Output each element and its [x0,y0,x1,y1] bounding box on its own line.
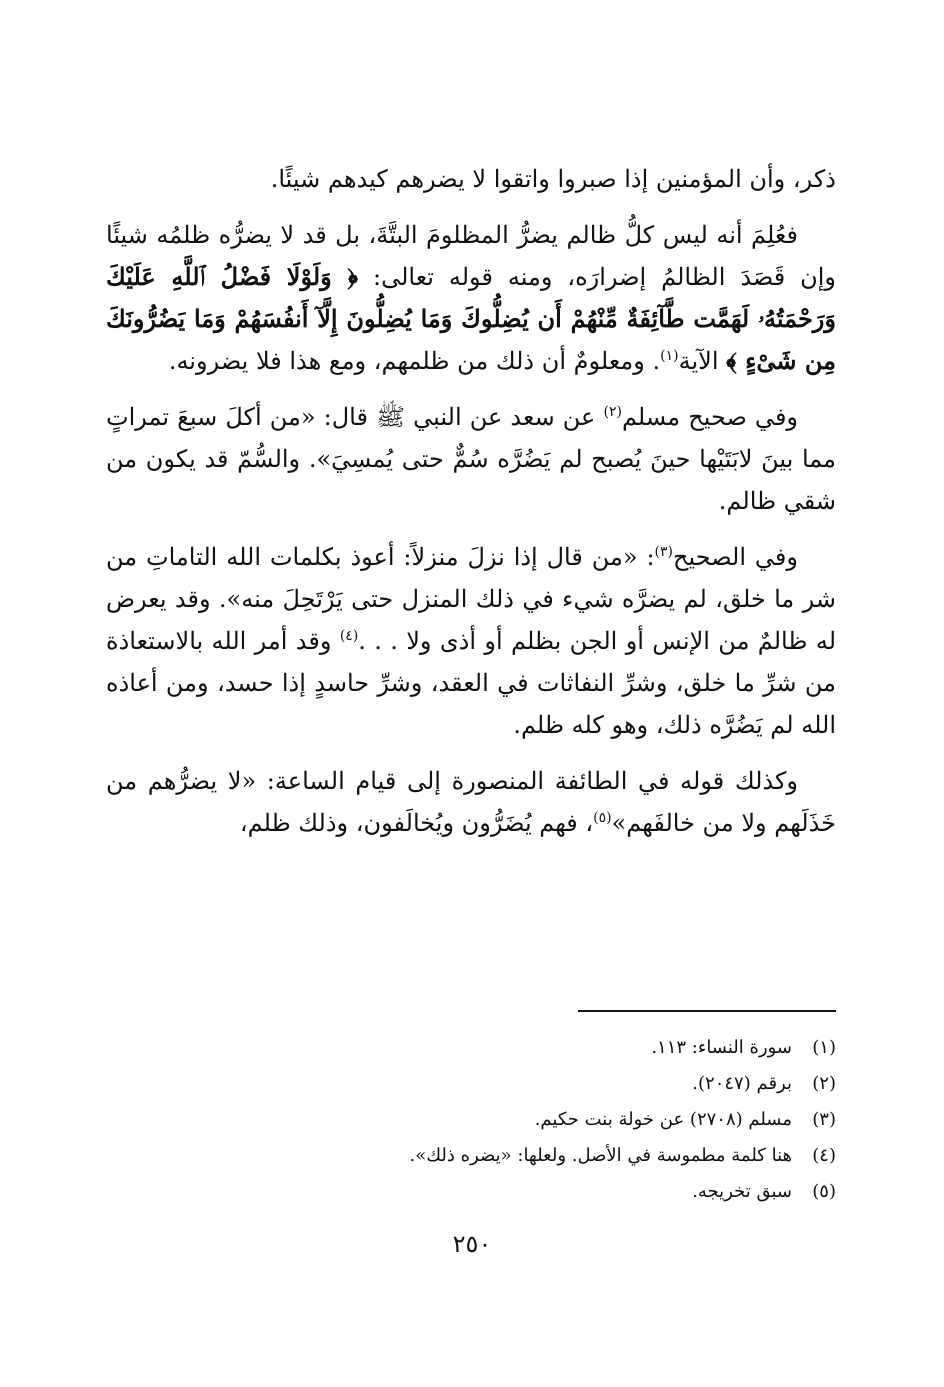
quran-verse: ﴿ وَلَوْلَا فَضْلُ ٱللَّهِ عَلَيْكَ وَرَحْمَتُهُۥ لَهَمَّت طَّآئِفَةٌ مِّنْهُمْ أَن يُضِلُّوكَ وَمَا يُضِلُّونَ إِلَّآ أَنفُسَهُمْ وَمَا يَضُرُّونَكَ مِن شَىْءٍ ﴾ [106,262,836,375]
footnote-ref-1[interactable]: (١) [660,348,679,364]
paragraph-4-lead: وفي الصحيح [673,543,798,571]
page-number: ٢٥٠ [452,1230,492,1258]
paragraph-3-text: عن سعد عن النبي ﷺ قال: «من أكلَ سبعَ تمراتٍ مما بينَ لابَتَيْها حينَ يُصبح لم يَضُرَّه سُمٌّ حتى يُمسِيَ». والسُّمّ قد يكون من شقي ظالم. [106,403,836,515]
ayah-label: الآية [678,347,719,375]
paragraph-3 [106,396,836,522]
paragraph-3-lead: وفي صحيح مسلم [621,403,799,431]
footnote-text: سورة النساء: ١١٣. [651,1037,792,1058]
footnote-ref-3[interactable]: (٣) [654,544,674,560]
footnote-number: (٤) [812,1145,836,1166]
footnote-number: (١) [812,1037,836,1058]
paragraph-1 [106,158,836,200]
footnote-divider [578,1010,836,1012]
footnote-text: سبق تخريجه. [692,1181,792,1202]
paragraph-4-text: : «من قال إذا نزلَ منزلاً: أعوذ بكلمات الله التاماتِ من شر ما خلق، لم يضرَّه شيء في ذلك المنزل حتى يَرْتَحِلَ منه». وقد يعرض له ظالمٌ من الإنس أو الجن بظلم أو أذى ولا . . . [106,543,836,655]
body-text [106,158,836,858]
paragraph-2 [106,214,836,382]
footnote-text: برقم (٢٠٤٧). [692,1073,792,1094]
footnote-item [106,1030,836,1066]
paragraph-5-tail: ، فهم يُضَرُّون ويُخالَفون، وذلك ظلم، [239,809,594,837]
footnote-number: (٢) [812,1073,836,1094]
paragraph-2-text: فعُلِمَ أنه ليس كلُّ ظالم يضرُّ المظلومَ البتَّةَ، بل قد لا يضرُّه ظلمُه شيئًا وإن قَصَدَ الظالمُ إضرارَه، ومنه قوله تعالى: [106,221,837,291]
paragraph-2-tail: . ومعلومٌ أن ذلك من ظلمهم، ومع هذا فلا يضرونه. [168,347,661,375]
paragraph-5 [106,760,836,844]
footnote-item [106,1174,836,1210]
footnote-ref-4[interactable]: (٤) [339,628,359,644]
footnote-item [106,1138,836,1174]
paragraph-5-text: وكذلك قوله في الطائفة المنصورة إلى قيام الساعة: «لا يضرُّهم من خَذَلَهم ولا من خالفَهم» [106,767,836,837]
footnote-item [106,1102,836,1138]
paragraph-4 [106,536,836,746]
footnotes [106,1030,836,1210]
footnote-number: (٣) [812,1109,836,1130]
footnote-ref-5[interactable]: (٥) [593,810,612,826]
footnote-text: مسلم (٢٧٠٨) عن خولة بنت حكيم. [534,1109,792,1130]
paragraph-4-tail: وقد أمر الله بالاستعاذة من شرِّ ما خلق، وشرِّ النفاثات في العقد، وشرِّ حاسدٍ إذا حسد، ومن أعاذه الله لم يَضُرَّه ذلك، وهو كله ظلم. [106,627,836,739]
footnote-number: (٥) [812,1181,836,1202]
footnote-text: هنا كلمة مطموسة في الأصل. ولعلها: «يضره ذلك». [409,1145,792,1166]
footnote-ref-2[interactable]: (٢) [603,404,622,420]
paragraph-1-text: ذكر، وأن المؤمنين إذا صبروا واتقوا لا يضرهم كيدهم شيئًا. [270,165,836,193]
footnote-item [106,1066,836,1102]
